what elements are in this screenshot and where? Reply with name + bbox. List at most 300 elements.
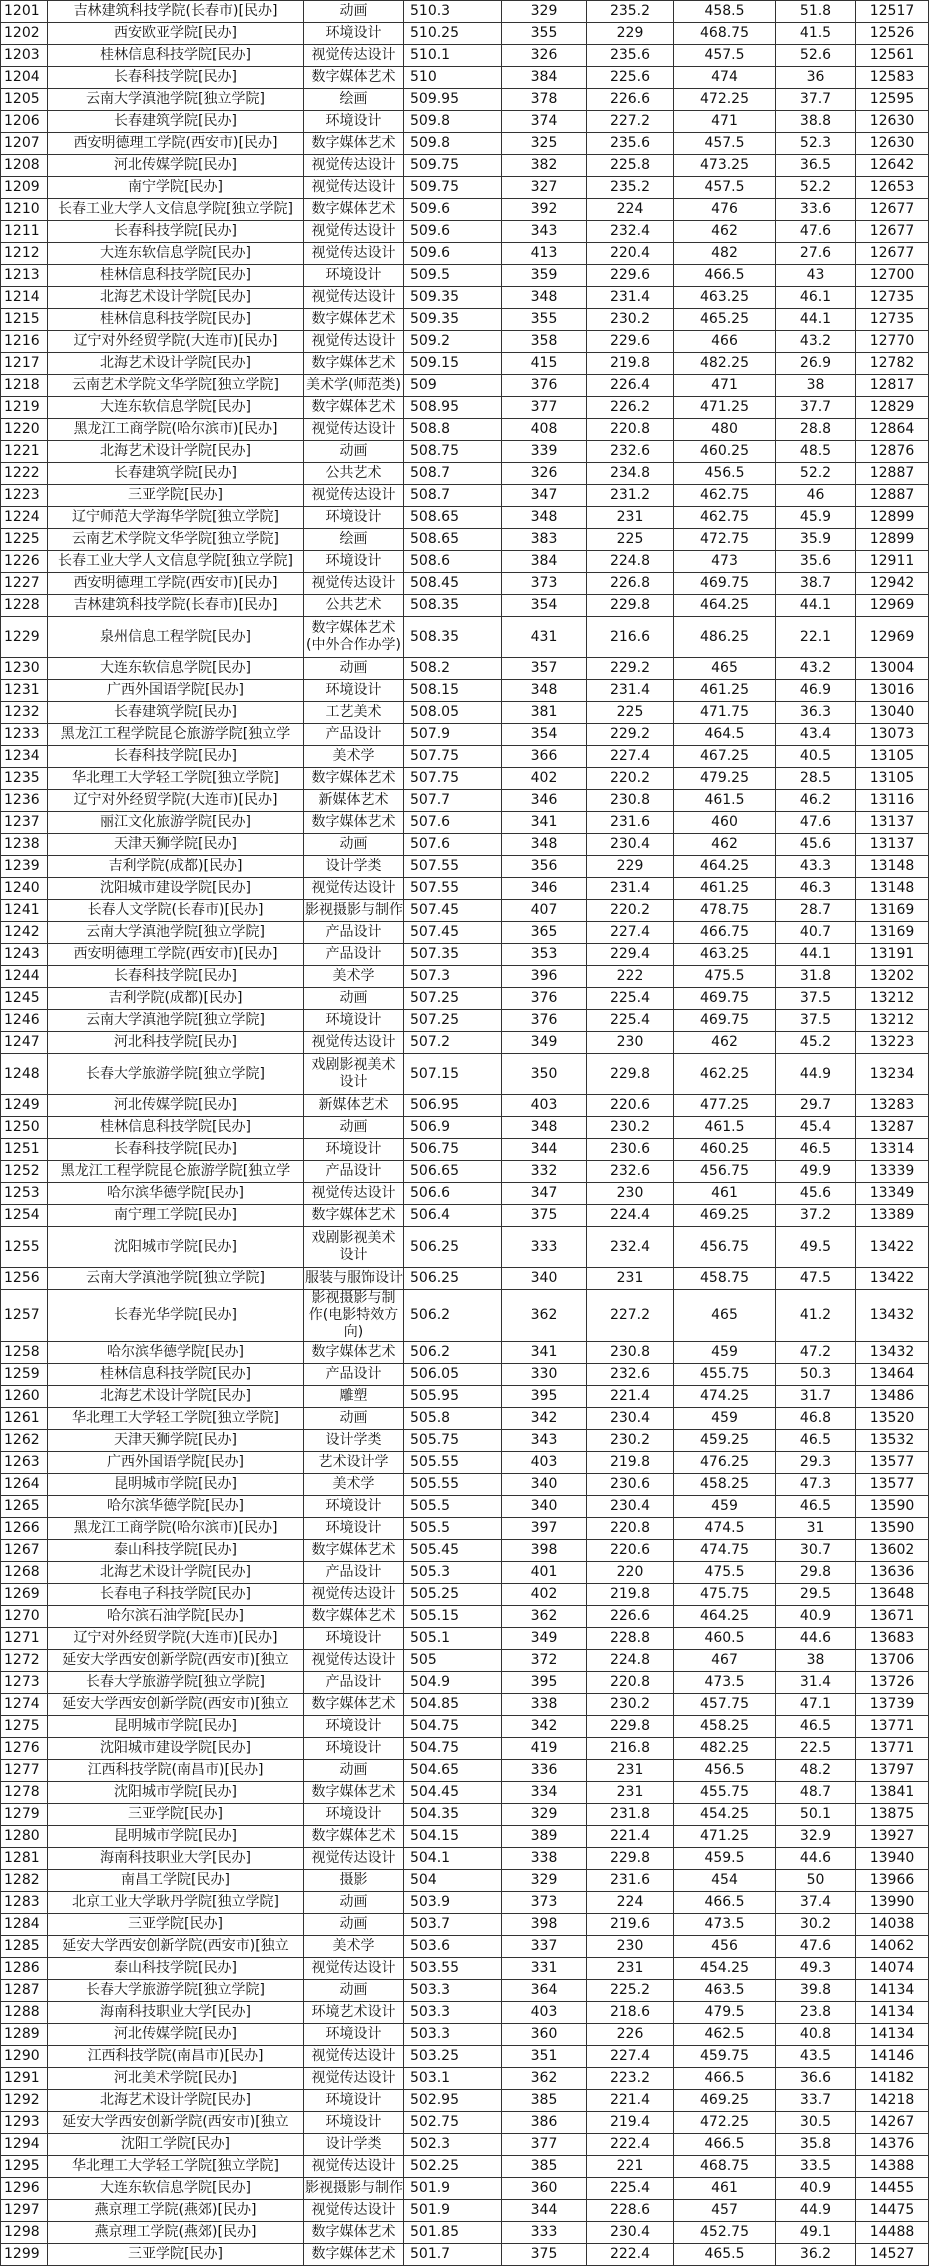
major-name-cell: 数字媒体艺术	[304, 199, 404, 221]
school-name-cell: 长春电子科技学院[民办]	[48, 1584, 304, 1606]
major-name-cell: 设计学类	[304, 856, 404, 878]
value-c-cell: 468.75	[674, 23, 776, 45]
rank-cell: 12735	[856, 287, 929, 309]
row-number-cell: 1203	[1, 45, 48, 67]
value-c-cell: 479.5	[674, 2002, 776, 2024]
table-row	[1, 1290, 929, 1342]
major-name-cell: 视觉传达设计	[304, 1848, 404, 1870]
value-a-cell: 354	[502, 595, 587, 617]
school-name-cell: 北海艺术设计学院[民办]	[48, 1562, 304, 1584]
row-number-cell: 1289	[1, 2024, 48, 2046]
major-name-cell: 视觉传达设计	[304, 155, 404, 177]
major-name-cell: 视觉传达设计	[304, 221, 404, 243]
score-cell: 508.8	[404, 419, 502, 441]
school-name-cell: 南宁学院[民办]	[48, 177, 304, 199]
row-number-cell: 1295	[1, 2156, 48, 2178]
major-name-cell: 环境设计	[304, 1496, 404, 1518]
table-row	[1, 2178, 929, 2200]
school-name-cell: 长春大学旅游学院[独立学院]	[48, 1672, 304, 1694]
value-c-cell: 471	[674, 111, 776, 133]
value-a-cell: 329	[502, 1804, 587, 1826]
score-cell: 506.65	[404, 1161, 502, 1183]
score-cell: 510	[404, 67, 502, 89]
score-cell: 501.7	[404, 2244, 502, 2266]
school-name-cell: 桂林信息科技学院[民办]	[48, 309, 304, 331]
row-number-cell: 1276	[1, 1738, 48, 1760]
row-number-cell: 1246	[1, 1010, 48, 1032]
value-d-cell: 38.8	[776, 111, 856, 133]
table-row	[1, 1958, 929, 1980]
value-c-cell: 471	[674, 375, 776, 397]
value-a-cell: 374	[502, 111, 587, 133]
table-row	[1, 2002, 929, 2024]
value-a-cell: 431	[502, 617, 587, 658]
score-cell: 504.75	[404, 1738, 502, 1760]
value-b-cell: 230	[587, 1183, 674, 1205]
major-name-cell: 数字媒体艺术	[304, 1606, 404, 1628]
value-a-cell: 415	[502, 353, 587, 375]
major-name-cell: 数字媒体艺术	[304, 397, 404, 419]
score-cell: 508.2	[404, 658, 502, 680]
value-d-cell: 44.9	[776, 1054, 856, 1095]
value-d-cell: 28.7	[776, 900, 856, 922]
value-b-cell: 225.8	[587, 155, 674, 177]
value-b-cell: 228.6	[587, 2200, 674, 2222]
score-cell: 505.55	[404, 1474, 502, 1496]
value-b-cell: 225.6	[587, 67, 674, 89]
school-name-cell: 燕京理工学院(燕郊)[民办]	[48, 2200, 304, 2222]
row-number-cell: 1201	[1, 1, 48, 23]
school-name-cell: 沈阳城市学院[民办]	[48, 1782, 304, 1804]
value-a-cell: 336	[502, 1760, 587, 1782]
table-row	[1, 133, 929, 155]
value-a-cell: 350	[502, 1054, 587, 1095]
value-a-cell: 364	[502, 1980, 587, 2002]
value-d-cell: 33.5	[776, 2156, 856, 2178]
value-d-cell: 48.7	[776, 1782, 856, 1804]
school-name-cell: 沈阳城市学院[民办]	[48, 1227, 304, 1268]
table-row	[1, 1010, 929, 1032]
major-name-cell: 数字媒体艺术	[304, 1205, 404, 1227]
value-c-cell: 465.5	[674, 2244, 776, 2266]
value-d-cell: 29.8	[776, 1562, 856, 1584]
value-c-cell: 454.25	[674, 1804, 776, 1826]
value-b-cell: 221	[587, 2156, 674, 2178]
value-b-cell: 226	[587, 2024, 674, 2046]
table-row	[1, 1738, 929, 1760]
school-name-cell: 哈尔滨石油学院[民办]	[48, 1606, 304, 1628]
major-name-cell: 绘画	[304, 529, 404, 551]
score-cell: 509.6	[404, 221, 502, 243]
value-b-cell: 231	[587, 1958, 674, 1980]
table-row	[1, 1694, 929, 1716]
value-a-cell: 333	[502, 1227, 587, 1268]
major-name-cell: 设计学类	[304, 1430, 404, 1452]
school-name-cell: 南昌工学院[民办]	[48, 1870, 304, 1892]
value-c-cell: 458.25	[674, 1716, 776, 1738]
school-name-cell: 哈尔滨华德学院[民办]	[48, 1496, 304, 1518]
school-name-cell: 辽宁对外经贸学院(大连市)[民办]	[48, 790, 304, 812]
row-number-cell: 1243	[1, 944, 48, 966]
score-cell: 506.75	[404, 1139, 502, 1161]
value-b-cell: 229.8	[587, 1716, 674, 1738]
score-cell: 504.9	[404, 1672, 502, 1694]
value-d-cell: 49.9	[776, 1161, 856, 1183]
school-name-cell: 昆明城市学院[民办]	[48, 1826, 304, 1848]
row-number-cell: 1220	[1, 419, 48, 441]
value-a-cell: 357	[502, 658, 587, 680]
value-a-cell: 385	[502, 2090, 587, 2112]
value-d-cell: 29.5	[776, 1584, 856, 1606]
rank-cell: 13590	[856, 1518, 929, 1540]
value-a-cell: 397	[502, 1518, 587, 1540]
value-c-cell: 454.25	[674, 1958, 776, 1980]
school-name-cell: 长春工业大学人文信息学院[独立学院]	[48, 551, 304, 573]
value-c-cell: 473.25	[674, 155, 776, 177]
value-a-cell: 340	[502, 1474, 587, 1496]
row-number-cell: 1283	[1, 1892, 48, 1914]
score-cell: 509.8	[404, 133, 502, 155]
major-name-cell: 环境设计	[304, 2024, 404, 2046]
value-c-cell: 459.75	[674, 2046, 776, 2068]
row-number-cell: 1207	[1, 133, 48, 155]
value-c-cell: 472.25	[674, 2112, 776, 2134]
row-number-cell: 1214	[1, 287, 48, 309]
value-c-cell: 475.75	[674, 1584, 776, 1606]
value-a-cell: 359	[502, 265, 587, 287]
value-c-cell: 460	[674, 812, 776, 834]
major-name-cell: 设计学类	[304, 2134, 404, 2156]
value-d-cell: 38	[776, 375, 856, 397]
school-name-cell: 北海艺术设计学院[民办]	[48, 441, 304, 463]
major-name-cell: 艺术设计学	[304, 1452, 404, 1474]
major-name-cell: 环境设计	[304, 111, 404, 133]
table-row	[1, 1452, 929, 1474]
major-name-cell: 美术学(师范类)	[304, 375, 404, 397]
value-c-cell: 462.25	[674, 1054, 776, 1095]
row-number-cell: 1219	[1, 397, 48, 419]
row-number-cell: 1206	[1, 111, 48, 133]
score-cell: 504.65	[404, 1760, 502, 1782]
table-row	[1, 1936, 929, 1958]
value-a-cell: 327	[502, 177, 587, 199]
value-a-cell: 341	[502, 812, 587, 834]
value-c-cell: 455.75	[674, 1782, 776, 1804]
row-number-cell: 1228	[1, 595, 48, 617]
value-d-cell: 30.2	[776, 1914, 856, 1936]
value-c-cell: 482.25	[674, 353, 776, 375]
row-number-cell: 1275	[1, 1716, 48, 1738]
table-row	[1, 658, 929, 680]
value-c-cell: 473	[674, 551, 776, 573]
value-d-cell: 37.4	[776, 1892, 856, 1914]
rank-cell: 13116	[856, 790, 929, 812]
school-name-cell: 长春大学旅游学院[独立学院]	[48, 1054, 304, 1095]
value-b-cell: 227.2	[587, 1290, 674, 1342]
value-c-cell: 466.5	[674, 1892, 776, 1914]
table-row	[1, 878, 929, 900]
value-d-cell: 45.2	[776, 1032, 856, 1054]
score-cell: 507.45	[404, 900, 502, 922]
score-cell: 507.3	[404, 966, 502, 988]
school-name-cell: 沈阳工学院[民办]	[48, 2134, 304, 2156]
value-b-cell: 232.4	[587, 221, 674, 243]
table-row	[1, 1430, 929, 1452]
row-number-cell: 1257	[1, 1290, 48, 1342]
score-cell: 501.85	[404, 2222, 502, 2244]
rank-cell: 14376	[856, 2134, 929, 2156]
major-name-cell: 动画	[304, 1408, 404, 1430]
rank-cell: 12526	[856, 23, 929, 45]
table-row	[1, 1364, 929, 1386]
value-d-cell: 46.9	[776, 680, 856, 702]
major-name-cell: 视觉传达设计	[304, 1032, 404, 1054]
major-name-cell: 动画	[304, 834, 404, 856]
major-name-cell: 视觉传达设计	[304, 1958, 404, 1980]
score-cell: 509.75	[404, 177, 502, 199]
value-d-cell: 27.6	[776, 243, 856, 265]
value-b-cell: 229.8	[587, 595, 674, 617]
value-d-cell: 47.2	[776, 1342, 856, 1364]
table-row	[1, 1870, 929, 1892]
school-name-cell: 云南艺术学院文华学院[独立学院]	[48, 375, 304, 397]
major-name-cell: 视觉传达设计	[304, 573, 404, 595]
value-b-cell: 222.4	[587, 2134, 674, 2156]
table-row	[1, 485, 929, 507]
value-d-cell: 30.5	[776, 2112, 856, 2134]
school-name-cell: 大连东软信息学院[民办]	[48, 397, 304, 419]
score-cell: 507.75	[404, 746, 502, 768]
value-b-cell: 225.4	[587, 988, 674, 1010]
score-cell: 509.35	[404, 309, 502, 331]
score-cell: 508.95	[404, 397, 502, 419]
value-c-cell: 457	[674, 2200, 776, 2222]
value-c-cell: 461	[674, 1183, 776, 1205]
value-b-cell: 235.2	[587, 177, 674, 199]
rank-cell: 13148	[856, 856, 929, 878]
rank-cell: 13726	[856, 1672, 929, 1694]
rank-cell: 13212	[856, 988, 929, 1010]
rank-cell: 12899	[856, 529, 929, 551]
value-d-cell: 45.9	[776, 507, 856, 529]
rank-cell: 13432	[856, 1290, 929, 1342]
value-c-cell: 482	[674, 243, 776, 265]
value-a-cell: 381	[502, 702, 587, 724]
table-row	[1, 768, 929, 790]
value-c-cell: 469.75	[674, 573, 776, 595]
major-name-cell: 数字媒体艺术	[304, 1782, 404, 1804]
value-d-cell: 46.1	[776, 287, 856, 309]
rank-cell: 12735	[856, 309, 929, 331]
rank-cell: 14038	[856, 1914, 929, 1936]
value-b-cell: 235.6	[587, 133, 674, 155]
school-name-cell: 华北理工大学轻工学院[独立学院]	[48, 1408, 304, 1430]
value-d-cell: 52.6	[776, 45, 856, 67]
major-name-cell: 视觉传达设计	[304, 287, 404, 309]
school-name-cell: 燕京理工学院(燕郊)[民办]	[48, 2222, 304, 2244]
row-number-cell: 1286	[1, 1958, 48, 1980]
row-number-cell: 1258	[1, 1342, 48, 1364]
major-name-cell: 环境设计	[304, 1139, 404, 1161]
school-name-cell: 延安大学西安创新学院(西安市)[独立	[48, 2112, 304, 2134]
score-cell: 508.7	[404, 463, 502, 485]
value-a-cell: 337	[502, 1936, 587, 1958]
value-b-cell: 231	[587, 507, 674, 529]
rank-cell: 13648	[856, 1584, 929, 1606]
value-a-cell: 375	[502, 1205, 587, 1227]
table-row	[1, 2046, 929, 2068]
rank-cell: 13797	[856, 1760, 929, 1782]
rank-cell: 13940	[856, 1848, 929, 1870]
rank-cell: 12969	[856, 617, 929, 658]
school-name-cell: 长春工业大学人文信息学院[独立学院]	[48, 199, 304, 221]
value-d-cell: 44.9	[776, 2200, 856, 2222]
score-cell: 507.9	[404, 724, 502, 746]
school-name-cell: 吉利学院(成都)[民办]	[48, 988, 304, 1010]
row-number-cell: 1291	[1, 2068, 48, 2090]
rank-cell: 13212	[856, 1010, 929, 1032]
row-number-cell: 1265	[1, 1496, 48, 1518]
score-cell: 508.65	[404, 529, 502, 551]
value-a-cell: 376	[502, 1010, 587, 1032]
row-number-cell: 1252	[1, 1161, 48, 1183]
value-d-cell: 31	[776, 1518, 856, 1540]
row-number-cell: 1255	[1, 1227, 48, 1268]
value-d-cell: 40.9	[776, 2178, 856, 2200]
value-c-cell: 455.75	[674, 1364, 776, 1386]
major-name-cell: 绘画	[304, 89, 404, 111]
value-a-cell: 392	[502, 199, 587, 221]
row-number-cell: 1218	[1, 375, 48, 397]
rank-cell: 13202	[856, 966, 929, 988]
school-name-cell: 南宁理工学院[民办]	[48, 1205, 304, 1227]
value-d-cell: 47.6	[776, 221, 856, 243]
value-c-cell: 469.75	[674, 988, 776, 1010]
value-b-cell: 225	[587, 529, 674, 551]
value-c-cell: 462	[674, 834, 776, 856]
value-a-cell: 407	[502, 900, 587, 922]
row-number-cell: 1277	[1, 1760, 48, 1782]
school-name-cell: 泰山科技学院[民办]	[48, 1540, 304, 1562]
table-row	[1, 463, 929, 485]
score-cell: 502.95	[404, 2090, 502, 2112]
rank-cell: 13191	[856, 944, 929, 966]
value-a-cell: 402	[502, 768, 587, 790]
table-row	[1, 812, 929, 834]
row-number-cell: 1262	[1, 1430, 48, 1452]
value-a-cell: 343	[502, 1430, 587, 1452]
value-b-cell: 220	[587, 1562, 674, 1584]
table-row	[1, 1628, 929, 1650]
school-name-cell: 辽宁对外经贸学院(大连市)[民办]	[48, 1628, 304, 1650]
rank-cell: 13771	[856, 1738, 929, 1760]
value-a-cell: 356	[502, 856, 587, 878]
value-b-cell: 229.6	[587, 331, 674, 353]
row-number-cell: 1217	[1, 353, 48, 375]
major-name-cell: 动画	[304, 1760, 404, 1782]
value-b-cell: 216.6	[587, 617, 674, 658]
score-cell: 504	[404, 1870, 502, 1892]
value-b-cell: 220.6	[587, 1095, 674, 1117]
value-b-cell: 219.6	[587, 1914, 674, 1936]
value-b-cell: 229.2	[587, 658, 674, 680]
major-name-cell: 影视摄影与制作	[304, 900, 404, 922]
value-d-cell: 33.7	[776, 2090, 856, 2112]
major-name-cell: 产品设计	[304, 1562, 404, 1584]
value-c-cell: 460.5	[674, 1628, 776, 1650]
rank-cell: 13990	[856, 1892, 929, 1914]
row-number-cell: 1211	[1, 221, 48, 243]
value-a-cell: 398	[502, 1914, 587, 1936]
table-row	[1, 746, 929, 768]
row-number-cell: 1227	[1, 573, 48, 595]
value-c-cell: 473.5	[674, 1914, 776, 1936]
table-row	[1, 2156, 929, 2178]
value-a-cell: 355	[502, 309, 587, 331]
major-name-cell: 环境设计	[304, 1010, 404, 1032]
value-d-cell: 44.6	[776, 1848, 856, 1870]
major-name-cell: 新媒体艺术	[304, 1095, 404, 1117]
value-d-cell: 41.5	[776, 23, 856, 45]
value-b-cell: 231.4	[587, 680, 674, 702]
value-c-cell: 477.25	[674, 1095, 776, 1117]
value-c-cell: 480	[674, 419, 776, 441]
value-b-cell: 226.2	[587, 397, 674, 419]
value-b-cell: 227.4	[587, 746, 674, 768]
value-a-cell: 346	[502, 878, 587, 900]
major-name-cell: 数字媒体艺术	[304, 768, 404, 790]
school-name-cell: 云南大学滇池学院[独立学院]	[48, 89, 304, 111]
rank-cell: 13966	[856, 1870, 929, 1892]
score-cell: 509	[404, 375, 502, 397]
school-name-cell: 河北传媒学院[民办]	[48, 1095, 304, 1117]
school-name-cell: 长春科技学院[民办]	[48, 746, 304, 768]
value-d-cell: 51.8	[776, 1, 856, 23]
score-cell: 504.45	[404, 1782, 502, 1804]
school-name-cell: 黑龙江工商学院(哈尔滨市)[民办]	[48, 1518, 304, 1540]
value-a-cell: 334	[502, 1782, 587, 1804]
table-row	[1, 988, 929, 1010]
rank-cell: 12911	[856, 551, 929, 573]
rank-cell: 13602	[856, 1540, 929, 1562]
value-b-cell: 219.4	[587, 2112, 674, 2134]
value-a-cell: 338	[502, 1694, 587, 1716]
value-c-cell: 462.5	[674, 2024, 776, 2046]
table-row	[1, 177, 929, 199]
value-d-cell: 45.6	[776, 1183, 856, 1205]
value-c-cell: 479.25	[674, 768, 776, 790]
school-name-cell: 黑龙江工商学院(哈尔滨市)[民办]	[48, 419, 304, 441]
value-a-cell: 338	[502, 1848, 587, 1870]
table-row	[1, 1474, 929, 1496]
value-c-cell: 458.5	[674, 1, 776, 23]
major-name-cell: 视觉传达设计	[304, 419, 404, 441]
value-a-cell: 360	[502, 2024, 587, 2046]
value-a-cell: 326	[502, 45, 587, 67]
score-cell: 503.3	[404, 2024, 502, 2046]
value-b-cell: 230	[587, 1032, 674, 1054]
score-cell: 505.5	[404, 1496, 502, 1518]
major-name-cell: 数字媒体艺术	[304, 353, 404, 375]
rank-cell: 12887	[856, 485, 929, 507]
rank-cell: 13577	[856, 1452, 929, 1474]
rank-cell: 14527	[856, 2244, 929, 2266]
school-name-cell: 西安明德理工学院(西安市)[民办]	[48, 944, 304, 966]
value-b-cell: 231.4	[587, 287, 674, 309]
value-a-cell: 389	[502, 1826, 587, 1848]
value-d-cell: 47.6	[776, 1936, 856, 1958]
school-name-cell: 辽宁对外经贸学院(大连市)[民办]	[48, 331, 304, 353]
